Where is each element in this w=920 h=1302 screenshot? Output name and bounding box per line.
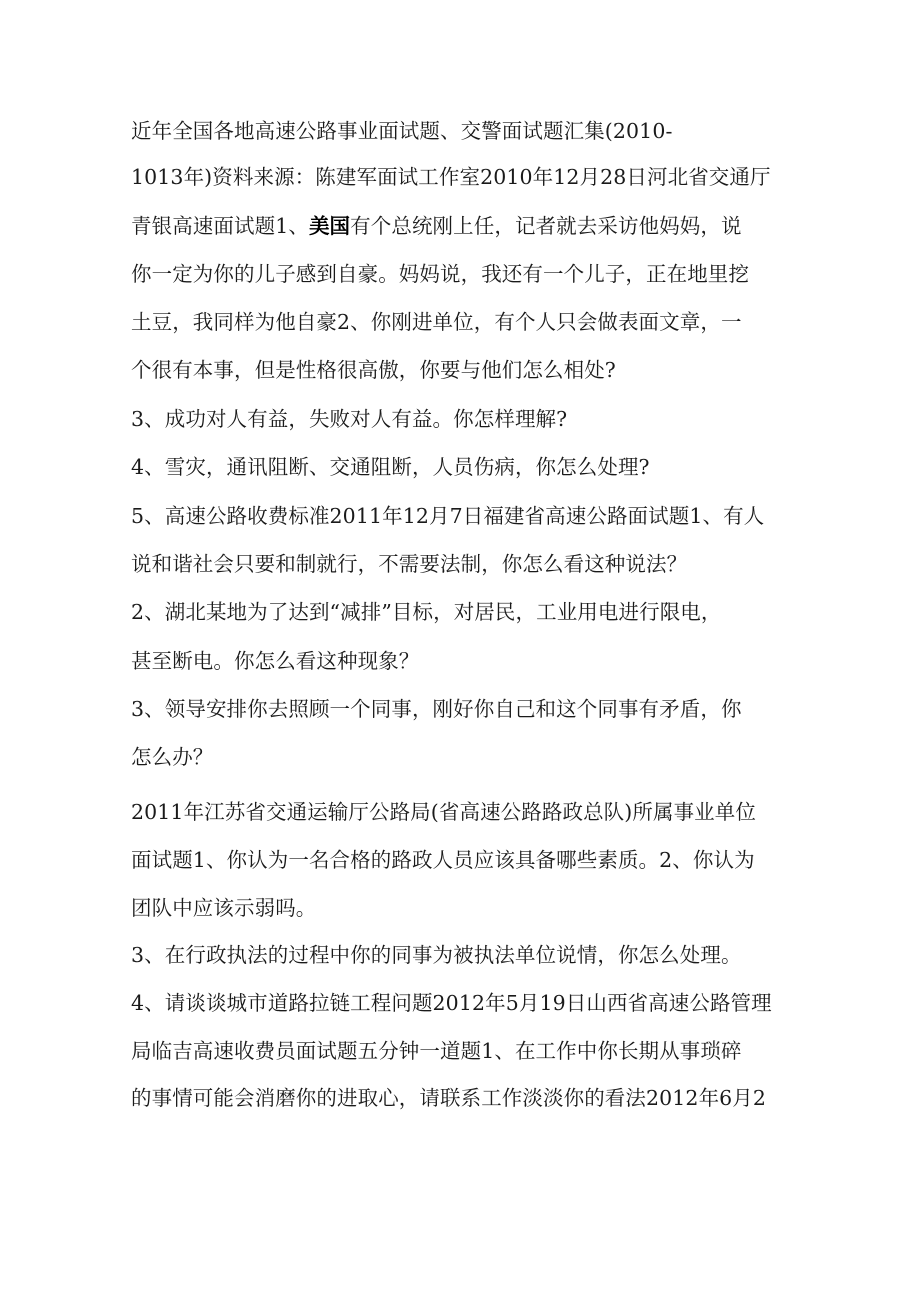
text-line: 面试题1、你认为一名合格的路政人员应该具备哪些素质。2、你认为 [131, 848, 755, 872]
text-line: 5、高速公路收费标准2011年12月7日福建省高速公路面试题1、有人 [131, 504, 765, 528]
text-line: 1013年)资料来源：陈建军面试工作室2010年12月28日河北省交通厅 [131, 165, 771, 189]
text-line: 4、请谈谈城市道路拉链工程问题2012年5月19日山西省高速公路管理 [131, 991, 772, 1015]
text-line: 你一定为你的儿子感到自豪。妈妈说，我还有一个儿子，正在地里挖 [131, 262, 749, 286]
text-line: 说和谐社会只要和制就行，不需要法制，你怎么看这种说法？ [131, 552, 688, 576]
text-line: 2011年江苏省交通运输厅公路局(省高速公路路政总队)所属事业单位 [131, 800, 756, 824]
text-line: 甚至断电。你怎么看这种现象？ [131, 649, 420, 673]
text-line: 土豆，我同样为他自豪2、你刚进单位，有个人只会做表面文章，一 [131, 310, 742, 334]
text-line: 怎么办？ [131, 745, 214, 769]
text-line: 2、湖北某地为了达到“减排”目标，对居民，工业用电进行限电， [131, 600, 722, 624]
text-segment: 有个总统刚上任，记者就去采访他妈妈，说 [350, 214, 742, 238]
text-line: 局临吉高速收费员面试题五分钟一道题1、在工作中你长期从事琐碎 [131, 1039, 742, 1063]
text-line: 3、领导安排你去照顾一个同事，刚好你自己和这个同事有矛盾，你 [131, 697, 742, 721]
text-line: 团队中应该示弱吗。 [131, 896, 317, 920]
text-line: 4、雪灾，通讯阻断、交通阻断，人员伤病，你怎么处理? [131, 455, 650, 479]
text-line: 3、在行政执法的过程中你的同事为被执法单位说情，你怎么处理。 [131, 943, 742, 967]
text-line: 3、成功对人有益，失败对人有益。你怎样理解? [131, 407, 568, 431]
text-line: 个很有本事，但是性格很高傲，你要与他们怎么相处? [131, 358, 616, 382]
text-line: 近年全国各地高速公路事业面试题、交警面试题汇集(2010- [131, 119, 673, 143]
highlighted-term: 美国 [308, 214, 351, 238]
text-line: 的事情可能会消磨你的进取心，请联系工作淡淡你的看法2012年6月2 [131, 1086, 767, 1110]
text-line [131, 212, 791, 240]
text-segment: 青银高速面试题1、 [131, 214, 309, 238]
